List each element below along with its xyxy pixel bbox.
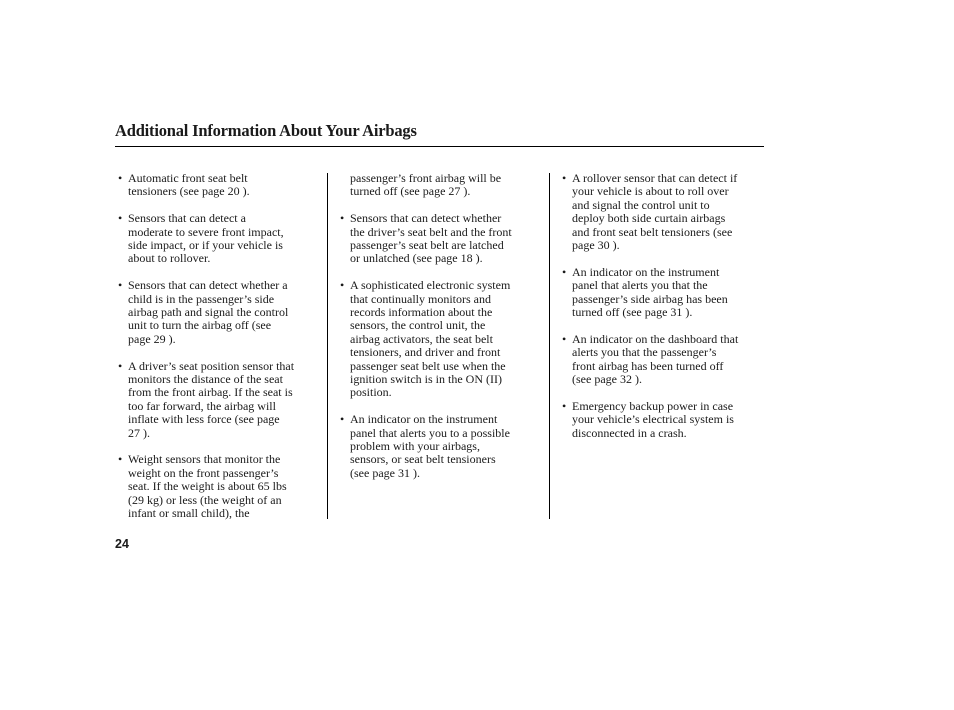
- text-column-2: [340, 172, 545, 494]
- list-item: • A driver’s seat position sensor that monitors the distance of the seat from the front airbag. If the seat is too far forward, the airbag will inflate with less force (see page 27 ).: [118, 360, 323, 440]
- text-column-1: [118, 172, 323, 534]
- column-divider: [327, 173, 328, 519]
- list-item: • A rollover sensor that can detect if your vehicle is about to roll over and signal the control unit to deploy both side curtain airbags and front seat belt tensioners (see page 30 ).: [562, 172, 767, 252]
- title-divider: [115, 146, 764, 147]
- text-column-3: [562, 172, 767, 453]
- list-item: • Sensors that can detect whether the driver’s seat belt and the front passenger’s seat belt are latched or unlatched (see page 18 ).: [340, 212, 545, 266]
- list-item: • An indicator on the dashboard that alerts you that the passenger’s front airbag has been turned off (see page 32 ).: [562, 333, 767, 387]
- list-item: • An indicator on the instrument panel that alerts you that the passenger’s side airbag has been turned off (see page 31 ).: [562, 266, 767, 320]
- list-item: • Sensors that can detect a moderate to severe front impact, side impact, or if your vehicle is about to rollover.: [118, 212, 323, 266]
- list-item: • Sensors that can detect whether a child is in the passenger’s side airbag path and signal the control unit to turn the airbag off (see page 29 ).: [118, 279, 323, 346]
- list-item: • Automatic front seat belt tensioners (see page 20 ).: [118, 172, 323, 199]
- column-divider: [549, 173, 550, 519]
- list-item: • Weight sensors that monitor the weight on the front passenger’s seat. If the weight is about 65 lbs (29 kg) or less (the weight of an infant or small child), the: [118, 453, 323, 520]
- page-number: 24: [115, 537, 129, 551]
- list-item: • Emergency backup power in case your vehicle’s electrical system is disconnected in a crash.: [562, 400, 767, 440]
- page-title: Additional Information About Your Airbags: [115, 121, 417, 140]
- list-item: • An indicator on the instrument panel that alerts you to a possible problem with your airbags, sensors, or seat belt tensioners (see page 31 ).: [340, 413, 545, 480]
- list-item-continuation: passenger’s front airbag will be turned off (see page 27 ).: [350, 171, 502, 199]
- list-item: • A sophisticated electronic system that continually monitors and records information about the sensors, the control unit, the airbag activators, the seat belt tensioners, and driver and front passenger seat belt use when the ignition switch is in the ON (II) position.: [340, 279, 545, 400]
